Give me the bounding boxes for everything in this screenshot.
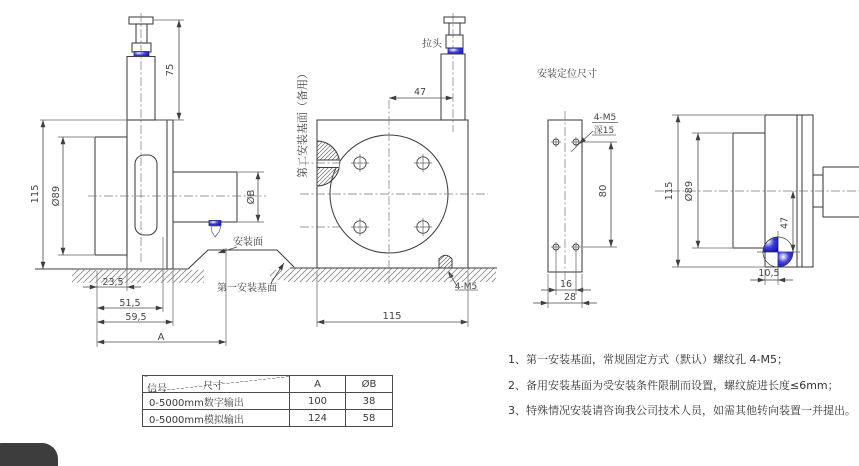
spec-table-diagonal-cell [143,376,290,393]
dim-drum-diameter-right: Ø89 [684,180,695,202]
sensor-body-outline [127,120,173,269]
pull-head-blue-band [134,52,149,57]
spec-table-row-digital [143,393,393,410]
dim-front-width: 115 [382,311,402,322]
label-mount-surface: 安装面 [233,237,263,248]
ground-hatch-front [288,269,496,283]
spec-table-size-label: 尺寸 [203,381,223,392]
outlet-cylinder [173,172,237,222]
right-body-cover [733,133,765,248]
label-thread-depth: 深15 [593,126,615,136]
spec-table [142,375,393,427]
ground-hatch-left [72,270,204,283]
front-view [288,13,496,327]
dim-body-height-right: 115 [664,181,675,201]
spec-table-header-row [143,376,393,393]
dim-total-a: A [157,332,165,343]
spec-table-col-b: ØB [346,376,393,393]
dim-hole-span: 80 [598,184,609,198]
label-second-base: 第二安装基面（备用） [296,68,309,178]
install-note-3: 3、特殊情况安装请咨询我公司技术人员，如需其他转向装置一并提出。 [508,404,856,417]
label-pull-head: 拉头 [422,39,442,50]
dim-offset-3: 59,5 [125,312,147,323]
install-note-2: 2、备用安装基面为受安装条件限制而设置，螺纹旋进长度≤6mm； [508,379,839,392]
m5-screw-detail [439,255,452,268]
output-boss [823,167,859,217]
wire-thimble [211,226,221,237]
dim-hole-pitch: 16 [559,279,573,290]
spec-table-signal-label: 信号 [147,384,167,395]
mount-holes [551,137,581,252]
left-side-view [30,13,497,347]
spec-table-col-a: A [290,376,346,393]
bolt-holes [351,154,432,236]
dim-rod-height: 75 [165,63,176,77]
positioning-title: 安装定位尺寸 [537,69,597,80]
dim-outlet-face: 10,5 [758,268,780,279]
dim-outlet-diameter: ØB [246,189,257,205]
dim-offset-2: 51,5 [119,298,141,309]
dim-offset-1: 23,5 [102,277,124,288]
spec-row-b-value: 38 [346,393,393,410]
dim-head-offset: 47 [413,87,427,98]
spec-row-a-value: 100 [290,393,346,410]
dim-drum-diameter-left: Ø89 [51,185,62,207]
spec-table-row-analog [143,410,393,427]
body-slot [135,155,157,235]
spec-row-signal: 0-5000mm模拟输出 [143,410,290,427]
positioning-view [533,67,618,308]
dim-outlet-offset: 47 [779,216,791,230]
label-thread-positioning: 4-M5 [593,113,617,123]
spec-row-signal: 0-5000mm数字输出 [143,393,290,410]
label-first-base: 第一安装基面 [217,283,277,294]
dim-plate-width: 28 [563,292,577,303]
right-side-view [655,115,859,285]
install-note-1: 1、第一安装基面，常规固定方式（默认）螺纹孔 4-M5； [508,353,788,366]
corner-overlay [0,443,58,466]
spec-row-b-value: 58 [346,410,393,427]
label-thread-front: 4-M5 [454,282,478,292]
spec-row-a-value: 124 [290,410,346,427]
dim-body-height-left: 115 [30,184,41,204]
wire-outlet-blue [209,221,221,226]
